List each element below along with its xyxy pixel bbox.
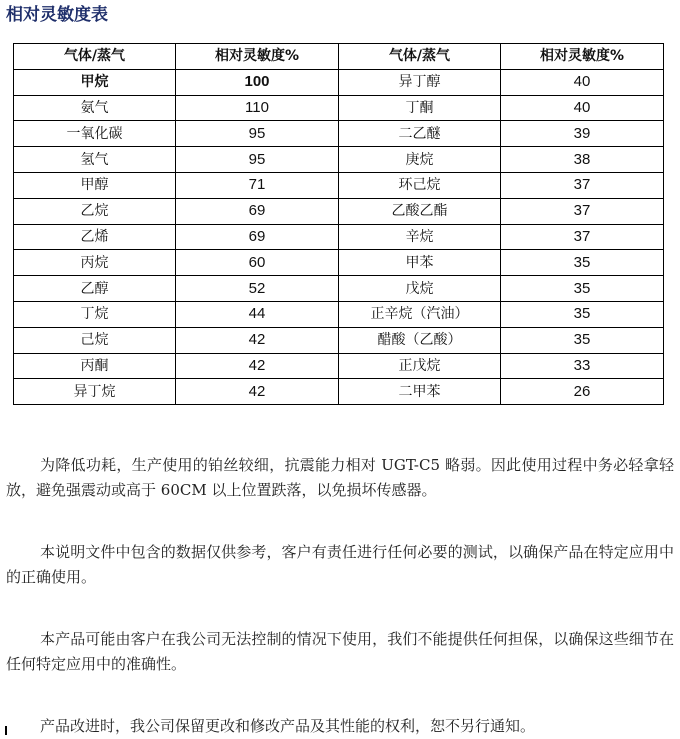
sensitivity-value: 35 xyxy=(501,327,664,353)
gas-name: 丁烷 xyxy=(14,301,176,327)
sensitivity-value: 71 xyxy=(176,172,339,198)
gas-name: 氨气 xyxy=(14,95,176,121)
gas-name: 异丁烷 xyxy=(14,379,176,405)
gas-name: 正戊烷 xyxy=(339,353,501,379)
sensitivity-value: 69 xyxy=(176,198,339,224)
gas-name: 二甲苯 xyxy=(339,379,501,405)
note-paragraph-warranty: 本产品可能由客户在我公司无法控制的情况下使用，我们不能提供任何担保，以确保这些细节在任何特定应用中的准确性。 xyxy=(6,630,674,673)
sensitivity-value: 42 xyxy=(176,353,339,379)
header-gas-left: 气体/蒸气 xyxy=(14,44,176,70)
sensitivity-value: 38 xyxy=(501,147,664,173)
table-row xyxy=(14,198,664,224)
gas-name: 甲醇 xyxy=(14,172,176,198)
gas-name: 异丁醇 xyxy=(339,69,501,95)
gas-name: 庚烷 xyxy=(339,147,501,173)
sensitivity-value: 37 xyxy=(501,172,664,198)
note-paragraph-reference: 本说明文件中包含的数据仅供参考，客户有责任进行任何必要的测试，以确保产品在特定应用中的正确使用。 xyxy=(6,543,674,586)
gas-name: 二乙醚 xyxy=(339,121,501,147)
gas-name: 丁酮 xyxy=(339,95,501,121)
table-row xyxy=(14,172,664,198)
sensitivity-value: 37 xyxy=(501,198,664,224)
gas-name: 氢气 xyxy=(14,147,176,173)
gas-name: 丙酮 xyxy=(14,353,176,379)
sensitivity-value: 37 xyxy=(501,224,664,250)
gas-name: 丙烷 xyxy=(14,250,176,276)
sensitivity-value: 69 xyxy=(176,224,339,250)
sensitivity-value: 35 xyxy=(501,301,664,327)
sensitivity-value: 60 xyxy=(176,250,339,276)
gas-name: 乙酸乙酯 xyxy=(339,198,501,224)
header-sensitivity-left: 相对灵敏度% xyxy=(176,44,339,70)
sensitivity-value: 35 xyxy=(501,276,664,302)
header-sensitivity-right: 相对灵敏度% xyxy=(501,44,664,70)
relative-sensitivity-table xyxy=(13,43,664,405)
sensitivity-value: 42 xyxy=(176,379,339,405)
sensitivity-value: 100 xyxy=(176,69,339,95)
sensitivity-value: 39 xyxy=(501,121,664,147)
note-paragraph-changes: 产品改进时，我公司保留更改和修改产品及其性能的权利，恕不另行通知。 xyxy=(40,717,536,735)
sensitivity-value: 33 xyxy=(501,353,664,379)
gas-name: 甲苯 xyxy=(339,250,501,276)
sensitivity-value: 35 xyxy=(501,250,664,276)
table-row xyxy=(14,250,664,276)
sensitivity-value: 40 xyxy=(501,69,664,95)
sensitivity-value: 95 xyxy=(176,121,339,147)
gas-name: 正辛烷（汽油） xyxy=(339,301,501,327)
sensitivity-value: 110 xyxy=(176,95,339,121)
header-gas-right: 气体/蒸气 xyxy=(339,44,501,70)
gas-name: 乙烷 xyxy=(14,198,176,224)
sensitivity-value: 95 xyxy=(176,147,339,173)
page-title: 相对灵敏度表 xyxy=(6,5,108,25)
sensitivity-value: 42 xyxy=(176,327,339,353)
gas-name: 戊烷 xyxy=(339,276,501,302)
gas-name: 甲烷 xyxy=(14,69,176,95)
gas-name: 己烷 xyxy=(14,327,176,353)
gas-name: 乙醇 xyxy=(14,276,176,302)
table-row xyxy=(14,276,664,302)
sensitivity-value: 40 xyxy=(501,95,664,121)
text-cursor-mark xyxy=(5,726,7,735)
table-row xyxy=(14,353,664,379)
table-row xyxy=(14,121,664,147)
gas-name: 辛烷 xyxy=(339,224,501,250)
gas-name: 醋酸（乙酸） xyxy=(339,327,501,353)
gas-name: 环己烷 xyxy=(339,172,501,198)
gas-name: 一氧化碳 xyxy=(14,121,176,147)
sensitivity-value: 26 xyxy=(501,379,664,405)
table-row xyxy=(14,95,664,121)
sensitivity-value: 44 xyxy=(176,301,339,327)
table-row xyxy=(14,301,664,327)
notes-section xyxy=(6,453,674,739)
table-header-row xyxy=(14,44,664,70)
table-row xyxy=(14,327,664,353)
sensitivity-value: 52 xyxy=(176,276,339,302)
table-row xyxy=(14,69,664,95)
table-row xyxy=(14,224,664,250)
table-row xyxy=(14,379,664,405)
note-paragraph-handling: 为降低功耗，生产使用的铂丝较细，抗震能力相对 UGT-C5 略弱。因此使用过程中务必轻拿轻放，避免强震动或高于 60CM 以上位置跌落，以免损坏传感器。 xyxy=(6,456,674,499)
table-row xyxy=(14,147,664,173)
gas-name: 乙烯 xyxy=(14,224,176,250)
